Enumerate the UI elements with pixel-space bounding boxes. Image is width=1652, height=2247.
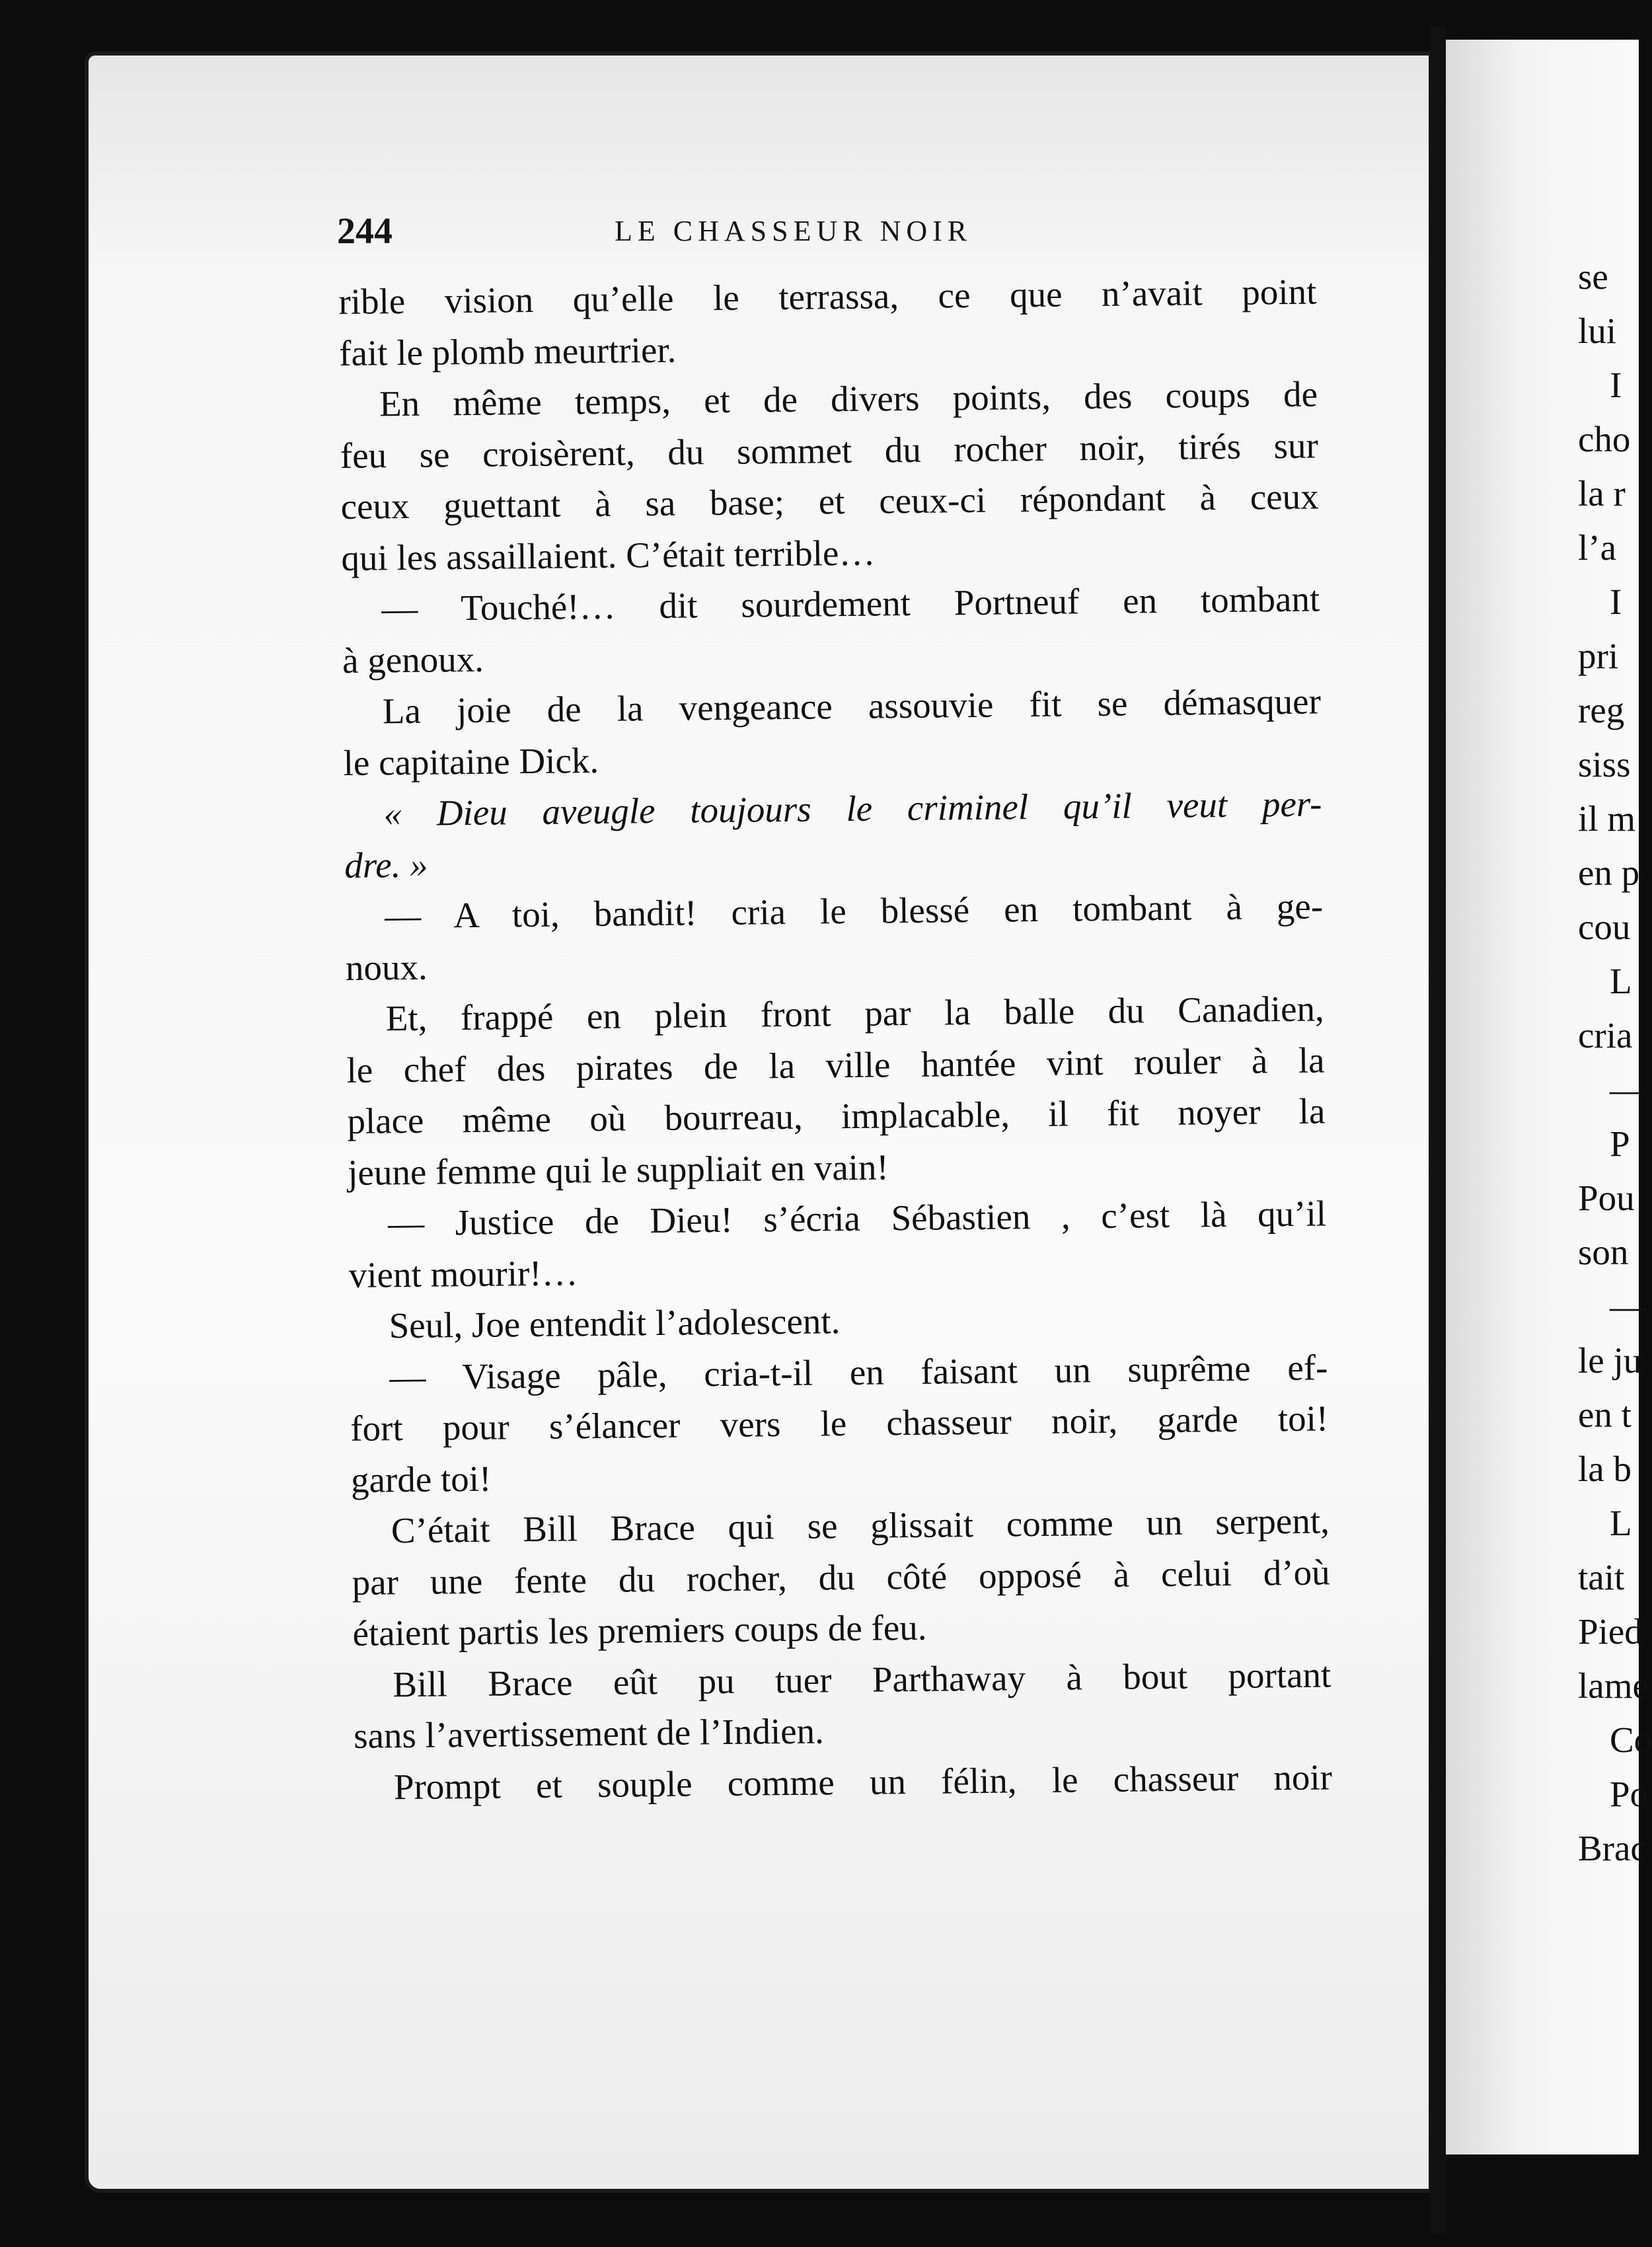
text-line: noux. (345, 946, 428, 988)
fragment: l’a (1578, 527, 1617, 568)
text-line: garde toi! (350, 1458, 492, 1500)
fragment: Co (1610, 1720, 1652, 1760)
fragment: la r (1578, 473, 1626, 514)
text-line: « Dieu aveugle toujours le criminel qu’il veut per- (383, 783, 1322, 834)
fragment: son (1578, 1232, 1629, 1272)
right-page-text-fragments (1578, 250, 1652, 1876)
fragment: lame (1578, 1665, 1649, 1706)
fragment: — (1610, 1286, 1646, 1326)
fragment: siss (1578, 744, 1631, 784)
fragment: il m (1578, 798, 1636, 839)
fragment: cria (1578, 1015, 1633, 1055)
fragment: — (1610, 1069, 1646, 1110)
fragment: la b (1578, 1449, 1632, 1489)
fragment: Pou (1578, 1178, 1635, 1218)
text-line: fort pour s’élancer vers le chasseur noir, garde toi! (350, 1398, 1329, 1449)
fragment: en t (1578, 1394, 1632, 1435)
text-line: La joie de la vengeance assouvie fit se démasquer (382, 681, 1322, 732)
text-line: feu se croisèrent, du sommet du rocher noir, tirés sur (340, 424, 1319, 476)
text-line: le chef des pirates de la ville hantée vint rouler à la (346, 1039, 1325, 1090)
fragment: cho (1578, 419, 1631, 459)
text-line: dre. » (344, 844, 428, 886)
text-line: Et, frappé en plein front par la balle du Canadien, (385, 988, 1325, 1039)
text-line: — Touché!… dit sourdement Portneuf en tombant (381, 578, 1320, 629)
fragment: en p (1578, 853, 1640, 893)
text-line: étaient partis les premiers coups de feu. (352, 1607, 927, 1654)
text-line: — Visage pâle, cria-t-il en faisant un suprême ef- (389, 1346, 1328, 1397)
page-number: 244 (337, 211, 393, 252)
text-line: — Justice de Dieu! s’écria Sébastien , c’est là qu’il (387, 1193, 1327, 1244)
text-line: rible vision qu’elle le terrassa, ce que n’avait point (338, 271, 1317, 322)
text-line: Prompt et souple comme un félin, le chasseur noir (393, 1756, 1333, 1807)
book-gutter (1430, 26, 1446, 2234)
fragment: Pied (1578, 1611, 1643, 1652)
text-line: qui les assaillaient. C’était terrible… (341, 532, 876, 578)
running-title: LE CHASSEUR NOIR (615, 215, 973, 247)
body-text (338, 266, 1332, 1813)
text-line: place même où bourreau, implacable, il fit noyer la (347, 1090, 1326, 1141)
fragment: L (1610, 1503, 1632, 1543)
fragment: Po (1610, 1774, 1649, 1814)
fragment: se (1578, 256, 1608, 297)
fragment: P (1610, 1124, 1630, 1164)
text-line: Bill Brace eût pu tuer Parthaway à bout portant (392, 1654, 1332, 1704)
text-line: le capitaine Dick. (343, 740, 599, 783)
fragment: lui (1578, 311, 1617, 351)
text-line: par une fente du rocher, du côté opposé à celui d’où (352, 1551, 1330, 1603)
text-line: sans l’avertissement de l’Indien. (353, 1710, 825, 1756)
fragment: pri (1578, 636, 1619, 676)
text-line: En même temps, et de divers points, des coups de (379, 373, 1318, 424)
text-line: Seul, Joe entendit l’adolescent. (389, 1301, 841, 1346)
text-line: ceux guettant à sa base; et ceux-ci répondant à ceux (340, 476, 1319, 527)
text-line: à genoux. (342, 638, 484, 681)
text-line: — A toi, bandit! cria le blessé en tombant à ge- (384, 886, 1324, 936)
fragment: I (1610, 365, 1622, 405)
text-line: vient mourir!… (348, 1252, 578, 1295)
fragment: tait (1578, 1557, 1625, 1597)
text-line: C’était Bill Brace qui se glissait comme un serpent, (391, 1500, 1330, 1551)
page-header (337, 210, 1315, 263)
fragment: reg (1578, 690, 1625, 730)
text-line: jeune femme qui le suppliait en vain! (347, 1146, 889, 1193)
fragment: Brac (1578, 1828, 1647, 1868)
fragment: le ju (1578, 1340, 1642, 1381)
fragment: I (1610, 582, 1622, 622)
fragment: cou (1578, 907, 1631, 947)
text-line: fait le plomb meurtrier. (338, 329, 677, 373)
fragment: L (1610, 961, 1632, 1001)
